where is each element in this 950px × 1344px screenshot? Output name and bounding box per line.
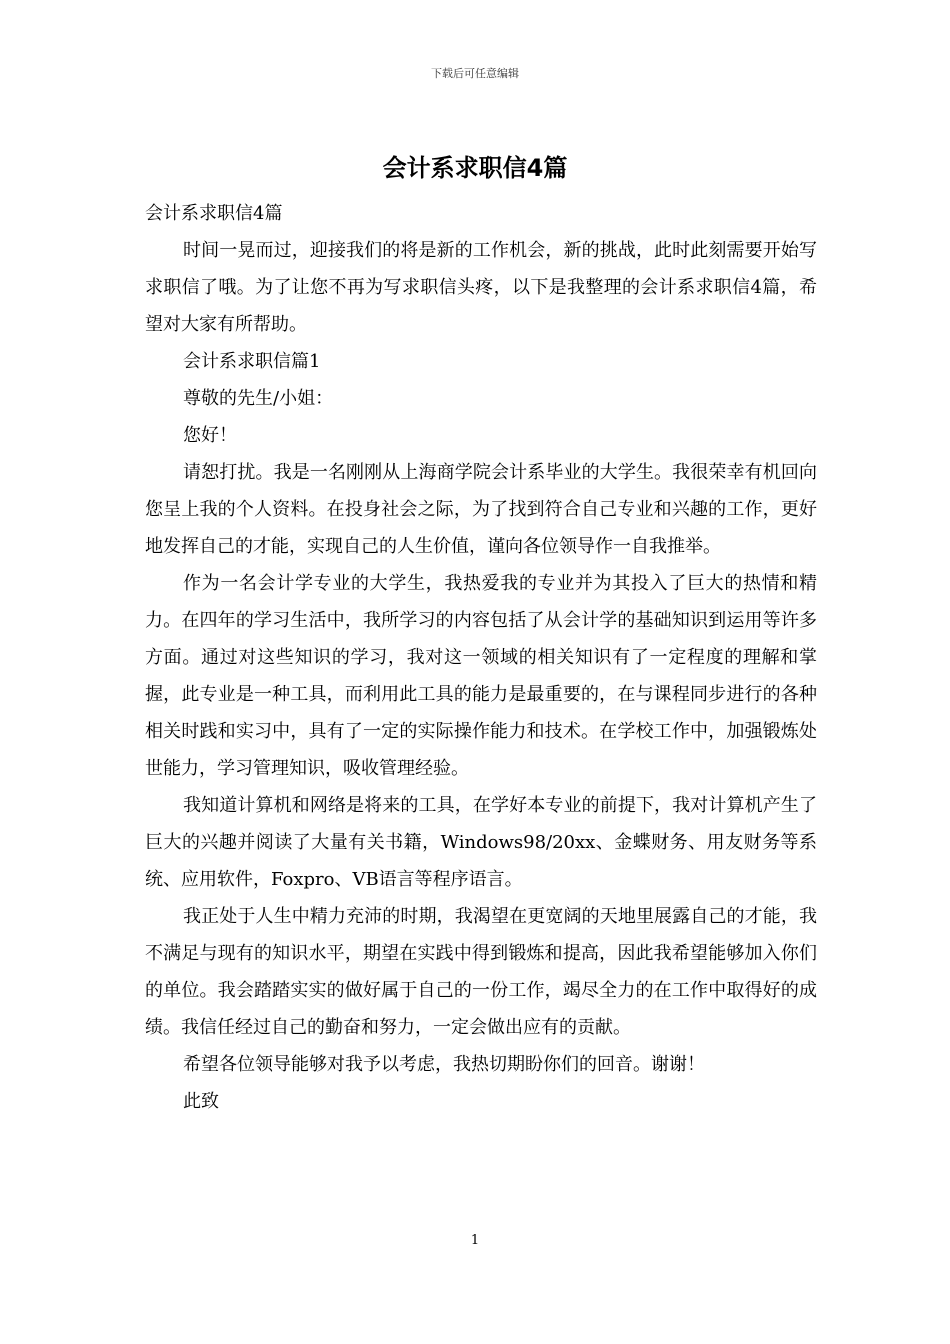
paragraph-aspiration: 我正处于人生中精力充沛的时期，我渴望在更宽阔的天地里展露自己的才能，我不满足与现有的知识水平，期望在实践中得到锻炼和提高，因此我希望能够加入你们的单位。我会踏踏实实的做好属于自己的一份工作，竭尽全力的在工作中取得好的成绩。我信任经过自己的勤奋和努力，一定会做出应有的贡献。 xyxy=(145,906,817,1038)
paragraph-letter-heading: 会计系求职信篇1 xyxy=(183,351,321,372)
paragraph-major: 作为一名会计学专业的大学生，我热爱我的专业并为其投入了巨大的热情和精力。在四年的学习生活中，我所学习的内容包括了从会计学的基础知识到运用等许多方面。通过对这些知识的学习，我对这一领域的相关知识有了一定程度的理解和掌握，此专业是一种工具，而利用此工具的能力是最重要的，在与课程同步进行的各种相关时践和实习中，具有了一定的实际操作能力和技术。在学校工作中，加强锻炼处世能力，学习管理知识，吸收管理经验。 xyxy=(145,573,817,779)
page-number: 1 xyxy=(470,1233,480,1248)
document-body xyxy=(145,195,817,1120)
paragraph-subtitle: 会计系求职信4篇 xyxy=(145,203,283,224)
paragraph-closing-request: 希望各位领导能够对我予以考虑，我热切期盼你们的回音。谢谢！ xyxy=(183,1054,705,1075)
header-note: 下载后可任意编辑 xyxy=(431,67,519,80)
paragraph-salutation: 尊敬的先生/小姐： xyxy=(183,388,334,409)
paragraph-intro: 时间一晃而过，迎接我们的将是新的工作机会，新的挑战，此时此刻需要开始写求职信了哦。为了让您不再为写求职信头疼，以下是我整理的会计系求职信4篇，希望对大家有所帮助。 xyxy=(145,240,817,335)
document-title: 会计系求职信4篇 xyxy=(382,154,568,182)
paragraph-computer-skills: 我知道计算机和网络是将来的工具，在学好本专业的前提下，我对计算机产生了巨大的兴趣并阅读了大量有关书籍，Windows98/20xx、金蝶财务、用友财务等系统、应用软件，Foxpro、VB语言等程序语言。 xyxy=(145,795,817,890)
paragraph-sign-off: 此致 xyxy=(183,1091,219,1112)
paragraph-self-introduction: 请恕打扰。我是一名刚刚从上海商学院会计系毕业的大学生。我很荣幸有机回向您呈上我的个人资料。在投身社会之际，为了找到符合自己专业和兴趣的工作，更好地发挥自己的才能，实现自己的人生价值，谨向各位领导作一自我推举。 xyxy=(145,462,817,557)
paragraph-greeting: 您好！ xyxy=(183,425,237,446)
